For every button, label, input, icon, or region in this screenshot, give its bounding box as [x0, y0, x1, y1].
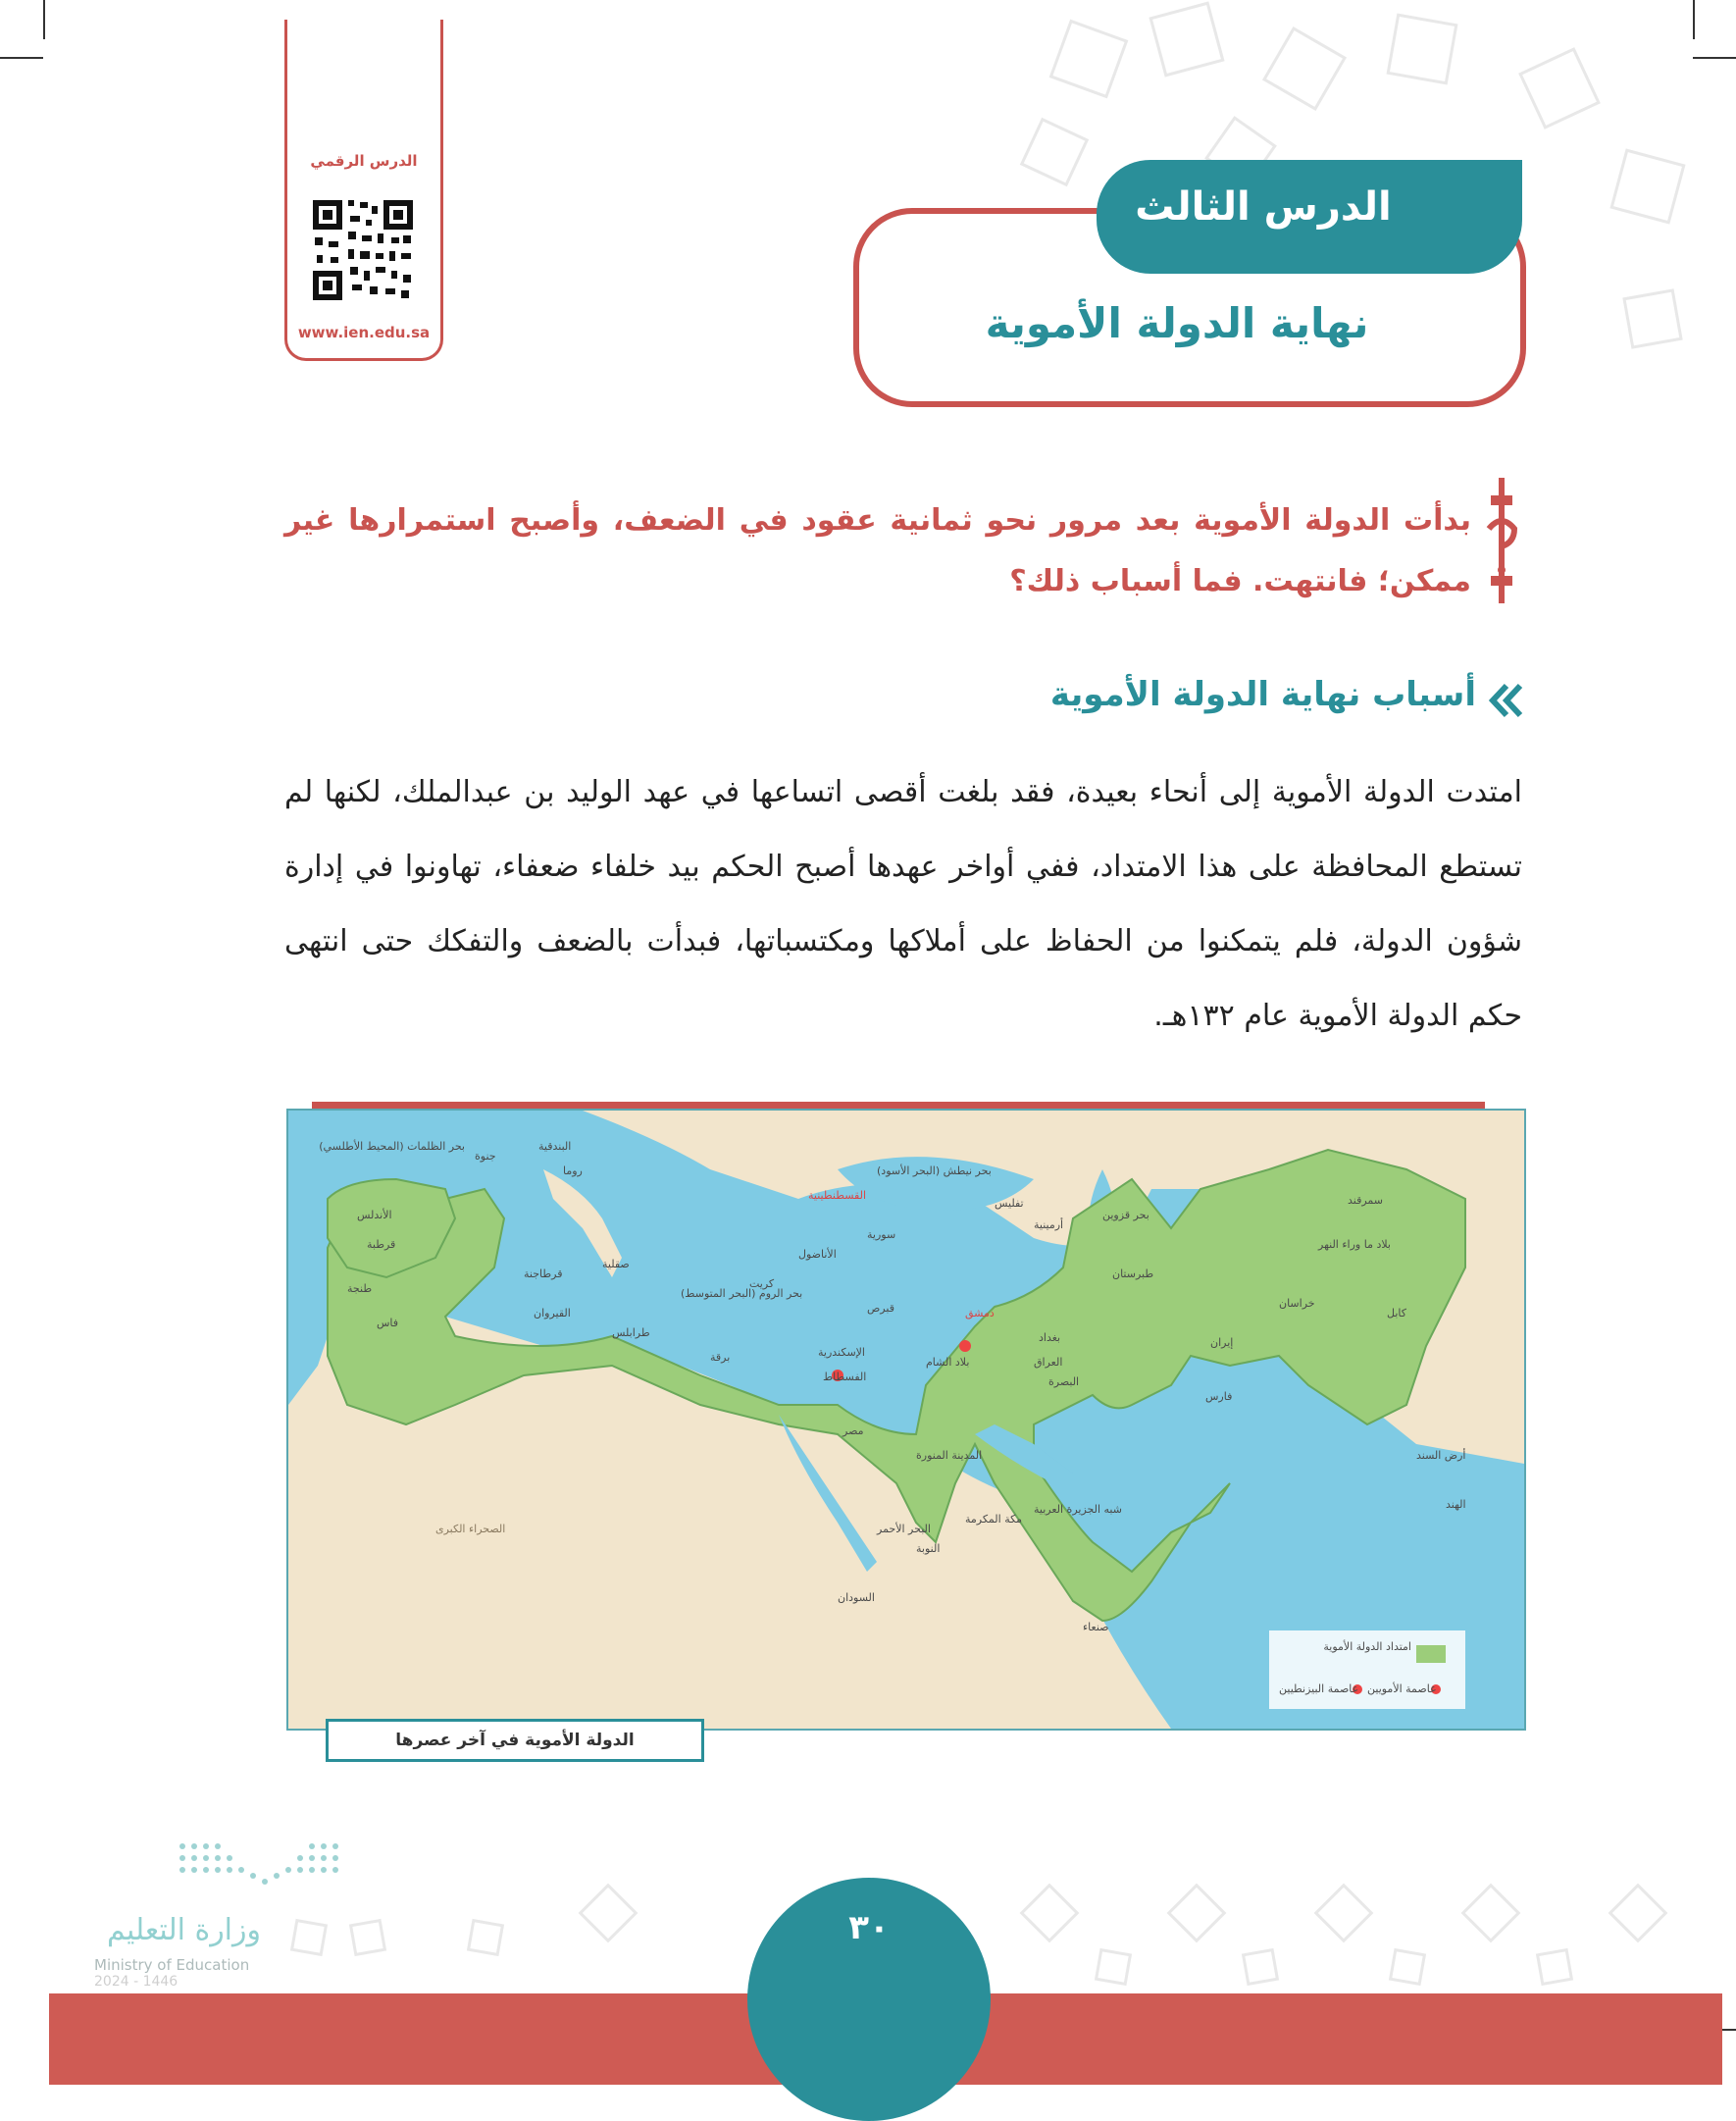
- map-label: الهند: [1446, 1498, 1466, 1511]
- map-label: سمرقند: [1348, 1194, 1383, 1207]
- crop-mark: [0, 57, 43, 59]
- map-label: دمشق: [965, 1307, 995, 1319]
- section-heading: أسباب نهاية الدولة الأموية: [1049, 675, 1476, 714]
- map-label: الأناضول: [798, 1248, 837, 1261]
- page-number: ٣٠: [848, 1908, 890, 1947]
- map-label: البصرة: [1048, 1375, 1080, 1388]
- crop-mark: [1693, 0, 1695, 39]
- map-label: مكة المكرمة: [965, 1513, 1023, 1526]
- ministry-logo-dots-icon: [173, 1836, 349, 1893]
- map-label: صنعاء: [1083, 1621, 1109, 1633]
- qr-code-icon[interactable]: [309, 186, 417, 314]
- map-label: فارس: [1205, 1390, 1233, 1403]
- map-label: صقلية: [602, 1258, 630, 1270]
- map-label: طنجة: [347, 1282, 373, 1295]
- map-label: برقة: [710, 1351, 731, 1364]
- ministry-name-english: Ministry of Education: [94, 1956, 250, 1974]
- map-label: بحر الظلمات (المحيط الأطلسي): [319, 1140, 465, 1153]
- map-label: قرطاجنة: [524, 1267, 563, 1280]
- map-label: الفسطاط: [823, 1371, 867, 1383]
- map-label: العراق: [1034, 1356, 1063, 1369]
- map-label: فاس: [377, 1317, 399, 1329]
- ministry-year: 2024 - 1446: [94, 1974, 179, 1990]
- map-label: طبرستان: [1112, 1267, 1154, 1280]
- map-label: مصر: [842, 1424, 864, 1437]
- map-label: إيران: [1210, 1336, 1234, 1349]
- legend-umayyad-capital: عاصمة الأمويين: [1367, 1682, 1437, 1695]
- lesson-title: نهاية الدولة الأموية: [985, 299, 1369, 347]
- map-label: أرمينية: [1034, 1218, 1064, 1231]
- map-label: الإسكندرية: [818, 1346, 865, 1359]
- legend-extent: امتداد الدولة الأموية: [1323, 1640, 1411, 1653]
- question-marker-icon: [1483, 478, 1520, 603]
- map-label: خراسان: [1279, 1297, 1315, 1310]
- map-label: قبرص: [867, 1302, 894, 1315]
- map-label: قرطبة: [367, 1238, 396, 1251]
- map-label: النوبة: [916, 1542, 941, 1555]
- map-graphic: [288, 1111, 1524, 1729]
- crop-mark: [43, 0, 45, 39]
- digital-lesson-card[interactable]: [284, 20, 443, 361]
- map-label: القيروان: [534, 1307, 571, 1319]
- umayyad-map: [286, 1109, 1526, 1731]
- legend-byzantine-capital: عاصمة البيزنطيين: [1279, 1682, 1359, 1695]
- map-label: بحر قزوين: [1102, 1209, 1149, 1221]
- qr-label: الدرس الرقمي: [310, 152, 418, 170]
- map-label: الأندلس: [357, 1209, 392, 1221]
- map-label: البندقية: [538, 1140, 572, 1153]
- qr-url[interactable]: www.ien.edu.sa: [297, 324, 431, 341]
- map-label: تفليس: [995, 1197, 1024, 1210]
- map-label: بحر الروم (البحر المتوسط): [681, 1287, 803, 1300]
- lesson-number: الدرس الثالث: [1135, 184, 1392, 230]
- map-label: بلاد ما وراء النهر: [1318, 1238, 1391, 1251]
- map-label: القسطنطينية: [808, 1189, 867, 1202]
- question-text: بدأت الدولة الأموية بعد مرور نحو ثمانية عقود في الضعف، وأصبح استمرارها غير ممكن؛ فانتهت. فما أسباب ذلك؟: [284, 503, 1471, 598]
- map-label: جنوة: [475, 1150, 496, 1163]
- ministry-name-arabic: وزارة التعليم: [106, 1913, 261, 1947]
- map-label: أرض السند: [1416, 1449, 1466, 1462]
- map-label: روما: [563, 1164, 583, 1177]
- map-label: طرابلس: [612, 1326, 650, 1339]
- map-label: الصحراء الكبرى: [435, 1523, 506, 1535]
- map-label: بلاد الشام: [926, 1356, 970, 1369]
- map-label: البحر الأحمر: [877, 1523, 931, 1535]
- map-label: كريت: [749, 1277, 775, 1290]
- map-label: بحر نيطش (البحر الأسود): [877, 1164, 992, 1177]
- map-label: المدينة المنورة: [916, 1449, 983, 1462]
- map-label: بغداد: [1039, 1331, 1061, 1344]
- map-label: سورية: [867, 1228, 896, 1241]
- map-top-bar: [312, 1102, 1485, 1109]
- double-chevron-icon: [1481, 682, 1526, 719]
- map-label: شبه الجزيرة العربية: [1034, 1503, 1122, 1516]
- map-label: السودان: [838, 1591, 875, 1604]
- body-paragraph: امتدت الدولة الأموية إلى أنحاء بعيدة، فقد بلغت أقصى اتساعها في عهد الوليد بن عبدالملك، لكنها لم تستطع المحافظة على هذا الامتداد، ففي أواخر عهدها أصبح الحكم بيد خلفاء ضعفاء، تهاونوا في إدارة شؤون الدولة، فلم يتمكنوا من الحفاظ على أملاكها ومكتسباتها، فبدأت بالضعف والتفكك حتى انتهى حكم الدولة الأموية عام ١٣٢هـ.: [284, 775, 1522, 1033]
- crop-mark: [1693, 57, 1736, 59]
- map-label: كابل: [1387, 1307, 1406, 1319]
- map-caption: الدولة الأموية في آخر عصرها: [326, 1719, 704, 1762]
